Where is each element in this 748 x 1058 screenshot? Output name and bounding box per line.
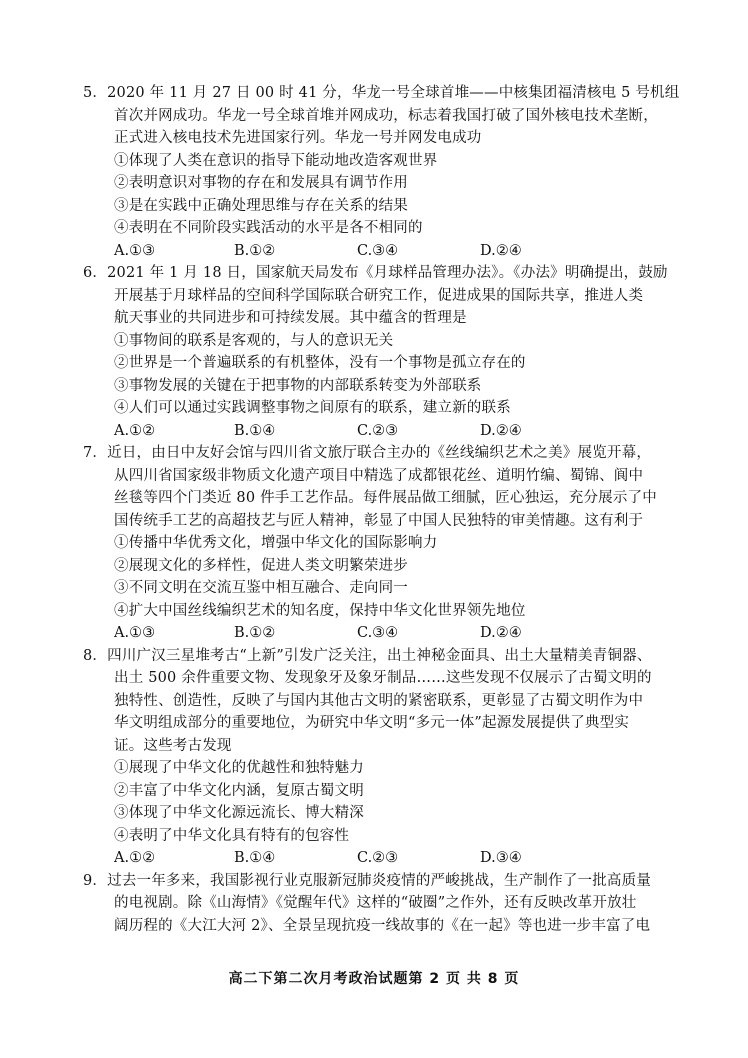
answer-option: C.③④ [357,242,399,259]
question-stem-line: 开展基于月球样品的空间科学国际联合研究工作，促进成果的国际共享，推进人类 [114,287,644,304]
question-statement: ①事物间的联系是客观的，与人的意识无关 [114,332,394,349]
page-footer: 高二下第二次月考政治试题第 2 页 共 8 页 [228,971,520,987]
question-stem-first-line: 7．近日，由日中友好会馆与四川省文旅厅联合主办的《丝线编织艺术之美》展览开幕， [83,445,652,461]
answer-option: C.②③ [357,850,399,866]
question-statement: ④表明了中华文化具有特有的包容性 [114,827,350,844]
question-statement: ①体现了人类在意识的指导下能动地改造客观世界 [114,152,438,169]
question-statement: ③体现了中华文化源远流长、博大精深 [114,805,364,821]
question-stem-line: 国传统手工艺的高超技艺与匠人精神，彰显了中国人民独特的审美情趣。这有利于 [114,512,644,529]
question-statement: ④表明在不同阶段实践活动的水平是各不相同的 [114,220,423,236]
question-statement: ①传播中华优秀文化，增强中华文化的国际影响力 [114,535,438,551]
answer-option: B.①④ [234,850,276,866]
answer-option: D.②④ [480,422,522,439]
question-statement: ②表明意识对事物的存在和发展具有调节作用 [114,175,408,191]
question-stem-line: 正式进入核电技术先进国家行列。华龙一号并网发电成功 [114,130,482,146]
question-statement: ③是在实践中正确处理思维与存在关系的结果 [114,197,408,214]
answer-option: A.①② [114,422,156,439]
question-stem-line: 的电视剧。除《山海情》《觉醒年代》这样的“破圈”之作外，还有反映改革开放壮 [114,895,637,911]
answer-option: A.①③ [114,625,156,641]
question-stem-line: 阔历程的《大江大河 2》、全景呈现抗疫一线故事的《在一起》等也进一步丰富了电 [114,917,651,934]
question-stem-line: 从四川省国家级非物质文化遗产项目中精选了成都银花丝、道明竹编、蜀锦、阆中 [114,467,644,484]
question-statement: ④扩大中国丝线编织艺术的知名度，保持中华文化世界领先地位 [114,602,526,619]
question-stem-line: 首次并网成功。华龙一号全球首堆并网成功，标志着我国打破了国外核电技术垄断， [114,107,658,124]
question-statement: ④人们可以通过实践调整事物之间原有的联系，建立新的联系 [114,400,511,416]
question-stem-first-line: 8．四川广汉三星堆考古“上新”引发广泛关注，出土神秘金面具、出土大量精美青铜器、 [83,647,652,664]
question-stem-line: 出土 500 余件重要文物、发现象牙及象牙制品……这些发现不仅展示了古蜀文明的 [114,670,652,686]
question-statement: ②丰富了中华文化内涵，复原古蜀文明 [114,782,364,799]
answer-option: C.②③ [357,422,399,439]
question-stem-line: 华文明组成部分的重要地位，为研究中华文明“多元一体”起源发展提供了典型实 [114,715,630,731]
question-statement: ②展现文化的多样性，促进人类文明繁荣进步 [114,557,408,574]
answer-option: D.②④ [480,242,522,259]
question-statement: ②世界是一个普遍联系的有机整体，没有一个事物是孤立存在的 [114,355,526,371]
answer-option: C.③④ [357,625,399,641]
question-statement: ③不同文明在交流互鉴中相互融合、走向同一 [114,580,408,596]
question-stem-first-line: 5．2020 年 11 月 27 日 00 时 41 分，华龙一号全球首堆——中核集团福清核电 5 号机组 [83,85,680,101]
question-statement: ①展现了中华文化的优越性和独特魅力 [114,760,364,776]
answer-option: D.③④ [480,850,522,866]
answer-option: D.②④ [480,625,522,641]
question-stem-line: 航天事业的共同进步和可持续发展。其中蕴含的哲理是 [114,310,467,326]
answer-option: B.①② [234,242,276,259]
question-stem-line: 独特性、创造性，反映了与国内其他古文明的紧密联系，更彰显了古蜀文明作为中 [114,692,644,709]
answer-option: B.①② [234,625,276,641]
answer-option: B.①④ [234,422,276,439]
answer-option: A.①③ [114,242,156,259]
question-stem-line: 证。这些考古发现 [114,737,232,754]
question-statement: ③事物发展的关键在于把事物的内部联系转变为外部联系 [114,377,482,394]
question-stem-first-line: 9．过去一年多来，我国影视行业克服新冠肺炎疫情的严峻挑战，生产制作了一批高质量 [83,872,652,889]
question-stem-line: 丝毯等四个门类近 80 件手工艺作品。每件展品做工细腻，匠心独运，充分展示了中 [114,490,657,506]
answer-option: A.①② [114,850,156,866]
question-stem-first-line: 6．2021 年 1 月 18 日，国家航天局发布《月球样品管理办法》。《办法》明确提出，鼓励 [83,265,668,281]
